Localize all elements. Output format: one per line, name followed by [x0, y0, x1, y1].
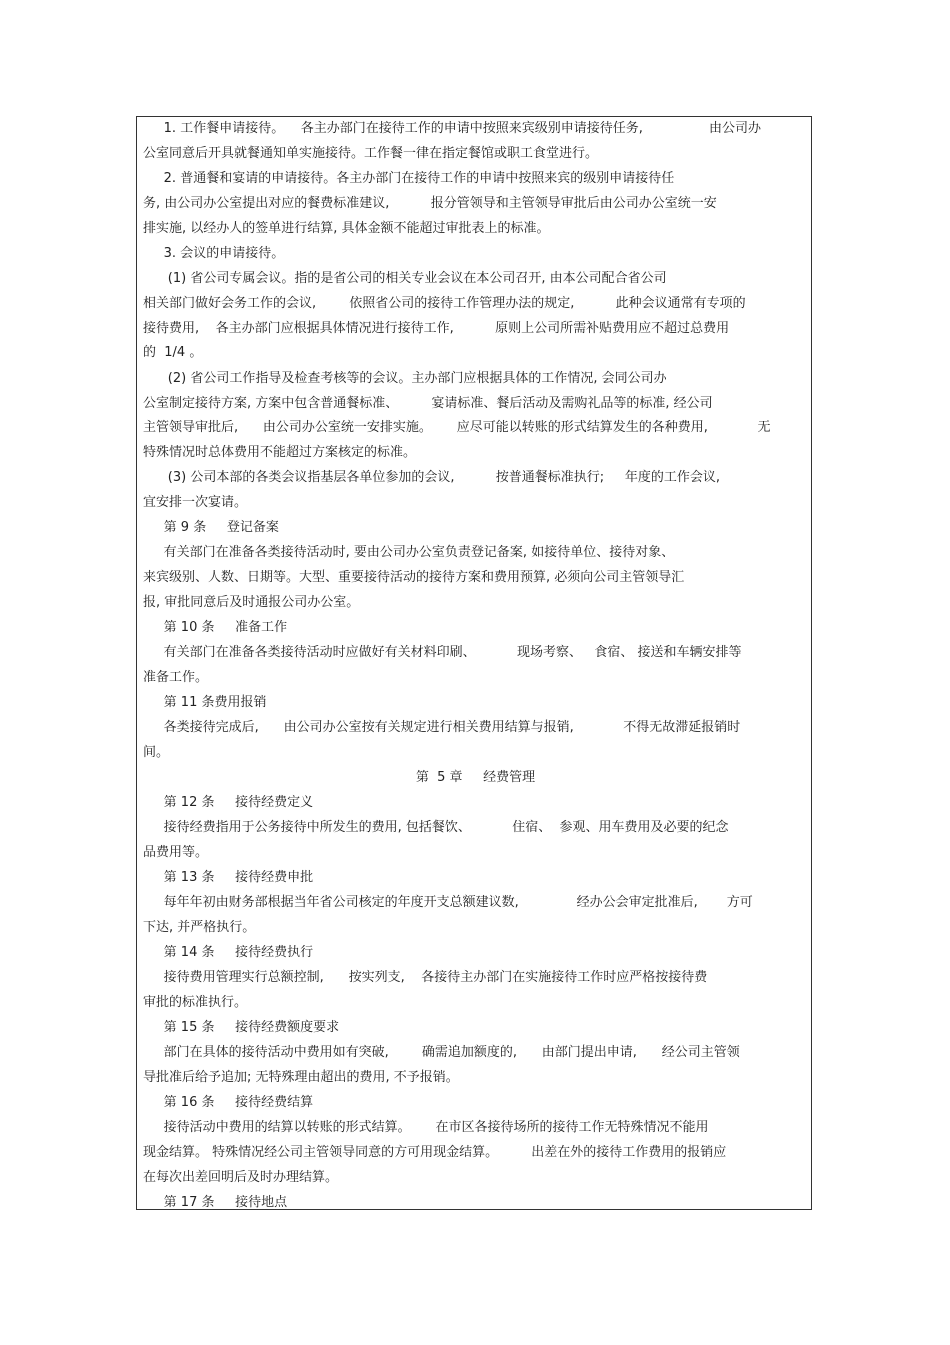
- text-line: 宜安排一次宴请。: [143, 495, 248, 510]
- text-line: 1. 工作餐申请接待。 各主办部门在接待工作的申请中按照来宾级别申请接待任务, 由公司办: [143, 121, 761, 136]
- text-line: 相关部门做好会务工作的会议, 依照省公司的接待工作管理办法的规定, 此种会议通常有专项的: [143, 296, 746, 311]
- text-line: 报, 审批同意后及时通报公司办公室。: [143, 595, 360, 610]
- text-line: 准备工作。: [143, 670, 209, 685]
- text-line: 品费用等。: [143, 845, 209, 860]
- text-line: 第 12 条 接待经费定义: [143, 795, 314, 810]
- text-line: 接待费用管理实行总额控制, 按实列支, 各接待主办部门在实施接待工作时应严格按接待费: [143, 970, 708, 985]
- text-line: (3) 公司本部的各类会议指基层各单位参加的会议, 按普通餐标准执行; 年度的工作会议,: [143, 470, 720, 485]
- text-line: 第 16 条 接待经费结算: [143, 1095, 314, 1110]
- text-line: 间。: [143, 745, 170, 760]
- text-line: 第 17 条 接待地点: [143, 1195, 288, 1210]
- text-line: 每年年初由财务部根据当年省公司核定的年度开支总额建议数, 经办公会审定批准后, 方可: [143, 895, 753, 910]
- text-line: 下达, 并严格执行。: [143, 920, 256, 935]
- text-line: (1) 省公司专属会议。指的是省公司的相关专业会议在本公司召开, 由本公司配合省公司: [143, 271, 667, 286]
- text-line: 第 11 条费用报销: [143, 695, 267, 710]
- text-line: 部门在具体的接待活动中费用如有突破, 确需追加额度的, 由部门提出申请, 经公司主管领: [143, 1045, 740, 1060]
- text-line: 在每次出差回明后及时办理结算。: [143, 1170, 339, 1185]
- text-line: 第 10 条 准备工作: [143, 620, 288, 635]
- chapter-heading: 第 5 章 经费管理: [415, 770, 536, 785]
- text-line: 公室制定接待方案, 方案中包含普通餐标准、 宴请标准、餐后活动及需购礼品等的标准, 经公司: [143, 396, 713, 411]
- text-line: 各类接待完成后, 由公司办公室按有关规定进行相关费用结算与报销, 不得无故滞延报销时: [143, 720, 741, 735]
- text-line: 现金结算。 特殊情况经公司主管领导同意的方可用现金结算。 出差在外的接待工作费用的报销应: [143, 1145, 727, 1160]
- text-line: 来宾级别、人数、日期等。大型、重要接待活动的接待方案和费用预算, 必须向公司主管领导汇: [143, 570, 685, 585]
- text-line: 接待活动中费用的结算以转账的形式结算。 在市区各接待场所的接待工作无特殊情况不能用: [143, 1120, 709, 1135]
- text-line: 审批的标准执行。: [143, 995, 248, 1010]
- text-line: 第 13 条 接待经费申批: [143, 870, 314, 885]
- text-line: 接待费用, 各主办部门应根据具体情况进行接待工作, 原则上公司所需补贴费用应不超过总费用: [143, 321, 730, 336]
- text-line: 排实施, 以经办人的签单进行结算, 具体金额不能超过审批表上的标准。: [143, 221, 550, 236]
- text-line: 第 14 条 接待经费执行: [143, 945, 314, 960]
- text-line: 特殊情况时总体费用不能超过方案核定的标准。: [143, 445, 417, 460]
- text-line: 有关部门在准备各类接待活动时应做好有关材料印刷、 现场考察、 食宿、 接送和车辆安排等: [143, 645, 742, 660]
- text-line: 接待经费指用于公务接待中所发生的费用, 包括餐饮、 住宿、 参观、用车费用及必要的纪念: [143, 820, 729, 835]
- text-line: 第 9 条 登记备案: [143, 520, 279, 535]
- text-line: 主管领导审批后, 由公司办公室统一安排实施。 应尽可能以转账的形式结算发生的各种费用, 无: [143, 420, 771, 435]
- text-line: 务, 由公司办公室提出对应的餐费标准建议, 报分管领导和主管领导审批后由公司办公室统一安: [143, 196, 717, 211]
- text-line: (2) 省公司工作指导及检查考核等的会议。主办部门应根据具体的工作情况, 会同公司办: [143, 371, 667, 386]
- text-line: 有关部门在准备各类接待活动时, 要由公司办公室负责登记备案, 如接待单位、接待对象、: [143, 545, 675, 560]
- text-line: 3. 会议的申请接待。: [143, 246, 285, 261]
- text-line: 导批准后给予追加; 无特殊理由超出的费用, 不予报销。: [143, 1070, 459, 1085]
- text-line: 的 1/4 。: [143, 345, 203, 360]
- text-line: 2. 普通餐和宴请的申请接待。各主办部门在接待工作的申请中按照来宾的级别申请接待任: [143, 171, 675, 186]
- text-line: 公室同意后开具就餐通知单实施接待。工作餐一律在指定餐馆或职工食堂进行。: [143, 146, 599, 161]
- text-line: 第 15 条 接待经费额度要求: [143, 1020, 340, 1035]
